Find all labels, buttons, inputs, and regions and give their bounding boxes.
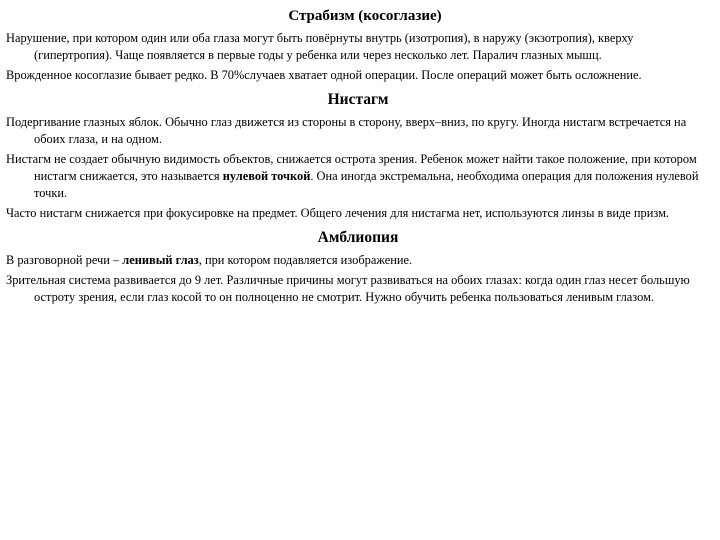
bold-term-null-point: нулевой точкой	[222, 169, 311, 183]
text-run: . Она иногда экстремальна, необходима операция для положения нулевой точки.	[34, 169, 699, 200]
text-run: Часто нистагм снижается при фокусировке на предмет. Общего лечения для нистагма нет, используются линзы в виде призм.	[6, 206, 670, 220]
text-run: Нистагм не создает обычную видимость объектов, снижается острота зрения. Ребенок может найти такое положение, при котором нистагм снижается, это называется	[6, 152, 697, 183]
paragraph-nystagmus-treatment	[6, 205, 710, 222]
paragraph-strabismus-definition	[6, 30, 710, 64]
text-run: В разговорной речи –	[6, 253, 123, 267]
document-page	[6, 6, 710, 309]
section-heading-nystagmus: Нистагм	[327, 91, 389, 108]
paragraph-strabismus-congenital	[6, 67, 710, 84]
paragraph-nystagmus-null-point	[6, 151, 710, 202]
section-heading-amblyopia: Амблиопия	[317, 229, 399, 246]
paragraph-nystagmus-definition	[6, 114, 710, 148]
paragraph-amblyopia-development	[6, 272, 710, 306]
text-run: , при котором подавляется изображение.	[198, 253, 413, 267]
text-run: Нарушение, при котором один или оба глаза могут быть повёрнуты внутрь (изотропия), в наружу (экзотропия), кверху (гипертропия). Чаще появляется в первые годы у ребенка или через несколько лет. Паралич глазных мышц.	[6, 31, 634, 62]
text-run: Зрительная система развивается до 9 лет. Различные причины могут развиваться на обоих глазах: когда один глаз несет большую остроту зрения, если глаз косой то он полноценно не смотрит. Нужно обучить ребенка пользоваться ленивым глазом.	[6, 273, 690, 304]
bold-term-lazy-eye: ленивый глаз	[122, 253, 199, 267]
text-run: Врожденное косоглазие бывает редко. В 70%случаев хватает одной операции. После операций может быть осложнение.	[6, 68, 642, 82]
paragraph-amblyopia-definition	[6, 252, 710, 269]
document-title: Страбизм (косоглазие)	[288, 8, 442, 24]
text-run: Подергивание глазных яблок. Обычно глаз движется из стороны в сторону, вверх–вниз, по кругу. Иногда нистагм встречается на обоих глаза, и на одном.	[6, 115, 687, 146]
